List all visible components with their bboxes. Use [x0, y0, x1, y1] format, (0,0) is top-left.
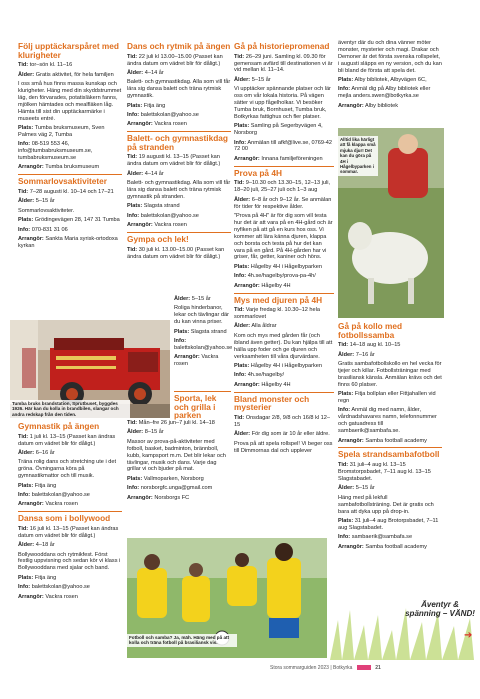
event-info: 08-519 553 46, info@tumbabruksmuseum.se, tumbabruksmuseum.se: [18, 141, 93, 162]
label-organizer: Arrangör:: [18, 593, 44, 600]
label-organizer: Arrangör:: [18, 501, 44, 508]
column-1: [18, 40, 122, 252]
label-age: Ålder:: [338, 485, 355, 492]
label-age: Ålder:: [234, 76, 251, 83]
event-body: Kom och mys med gården får (och ibland även getter). Du kan hjälpa till att hälla upp foder och ge djuren och verksamheten till våra djurvärdare.: [234, 332, 333, 360]
label-age: Ålder:: [127, 429, 144, 436]
divider: [234, 166, 334, 167]
event-body: Roliga hinderbanor, lekar och tävlingar där du kan vinna priser.: [174, 305, 230, 326]
event-age: 5–15 år: [191, 296, 211, 302]
event-info: 4h.se/hagelby/prova-pa-4h/: [247, 273, 316, 280]
section-title: Gympa och lek!: [127, 234, 189, 245]
event-body: Vi upptäcker spännande platser och lär oss om vår lokala historia. På vägen sätter vi upp fågelholkar. Vi besöker Tumba bruk, Bornhuset, Tumba bruk, Botkyrkas fattighus och fler platser.: [234, 86, 331, 120]
label-info: Info:: [18, 141, 31, 148]
section-title: Mys med djuren på 4H: [234, 294, 323, 305]
event-body: Prova på att spela rollspel! Vi beger oss till Dimmornas dal och upplever: [234, 440, 333, 454]
label-info: Info:: [338, 534, 351, 541]
event-age: För dig som är 10 år eller äldre.: [251, 431, 330, 438]
event-organizer: Norsborgs FC: [154, 494, 190, 501]
column-2-narrow: [174, 296, 231, 371]
event-organizer: Vackra rosen: [154, 121, 187, 128]
event-time: 30 juli kl. 13.00–15.00 (Passet kan ändra datum om vädret blir för dåligt.): [127, 246, 225, 260]
event-age: 5–15 år: [35, 198, 55, 205]
fire-truck-photo: [10, 320, 170, 418]
event-organizer: Hågelby 4H: [261, 282, 291, 289]
event-age: 4–14 år: [144, 170, 164, 177]
section-title: Sommarlovsaktiviteter: [18, 176, 108, 187]
event-age: 5–15 år: [355, 485, 375, 492]
event-age: 4–18 år: [35, 542, 55, 549]
label-info: Info:: [127, 485, 140, 492]
event-place: Grödingevägen 28, 147 31 Tumba: [34, 217, 120, 224]
section-title: Dans och rytmik på ängen: [127, 41, 231, 51]
event-time: 14–18 aug kl. 10–15: [349, 342, 401, 349]
label-place: Plats:: [234, 123, 250, 130]
event-time: 19 augusti kl. 13–15 (Passet kan ändra datum om vädret blir för dåligt.): [127, 154, 221, 168]
label-tid: Tid:: [127, 154, 138, 161]
divider: [234, 392, 334, 393]
botkyrka-logo-icon: [357, 665, 371, 670]
label-tid: Tid:: [18, 433, 29, 440]
event-time: 7–28 augusti kl. 10–14 och 17–21: [29, 188, 114, 195]
label-place: Plats:: [18, 482, 34, 489]
event-organizer: Samba football academy: [365, 543, 427, 550]
event-place: Fitja äng: [143, 102, 166, 109]
label-age: Ålder:: [174, 296, 191, 302]
event-body: Träna rolig dans och stretching ute i det gröna. Övningarna köra på gymnastikmattor och till musik.: [18, 459, 117, 480]
label-age: Ålder:: [338, 351, 355, 358]
column-4-lower: [338, 320, 442, 553]
label-tid: Tid:: [234, 307, 245, 314]
label-info: Info:: [338, 86, 351, 93]
event-body: Sommarlovsaktiviteter.: [18, 207, 75, 214]
label-organizer: Arrangör:: [234, 381, 260, 388]
event-organizer: Vackra rosen: [45, 501, 78, 508]
label-organizer: Arrangör:: [338, 437, 364, 444]
label-info: Info:: [127, 212, 140, 219]
label-place: Plats:: [338, 77, 354, 84]
football-photo: [127, 538, 327, 658]
event-time: tor–sön kl. 11–16: [29, 62, 73, 69]
event-time: Mån–fre 26 jun–7 juli kl. 14–18: [138, 420, 215, 426]
event-place: Fitja äng: [34, 482, 57, 489]
event-organizer: Alby bibliotek: [365, 102, 399, 109]
label-age: Ålder:: [127, 69, 144, 76]
event-info: balettskolan@yahoo.se: [140, 111, 199, 118]
label-place: Plats:: [174, 328, 190, 335]
event-age: 8–15 år: [144, 429, 164, 436]
label-info: Info:: [338, 407, 351, 414]
event-place: Vallmoparken, Norsborg: [143, 475, 204, 482]
event-time: 9–10.30 och 13.30–15, 12–13 juli, 18–20 juli, 25–27 juli och 1–3 aug: [234, 180, 331, 194]
label-place: Plats:: [127, 203, 143, 210]
label-organizer: Arrangör:: [18, 236, 44, 242]
event-age: 6–16 år: [35, 449, 55, 456]
label-info: Info:: [234, 273, 247, 280]
event-place: Hågelby 4H i Hågelbyparken: [250, 363, 323, 369]
divider: [174, 391, 231, 392]
label-organizer: Arrangör:: [127, 494, 153, 501]
label-tid: Tid:: [338, 462, 349, 469]
label-tid: Tid:: [338, 342, 349, 349]
page-footer: [270, 665, 381, 671]
label-organizer: Arrangör:: [234, 282, 260, 289]
label-place: Plats:: [127, 102, 143, 109]
event-body: Balett- och gymnastikdag. Alla som vill får lära sig dansa balett och träna rytmisk gymnastik på stranden.: [127, 180, 231, 200]
label-tid: Tid:: [127, 420, 138, 426]
event-info: balettskolan@yahoo.se: [140, 212, 199, 219]
label-age: Ålder:: [234, 196, 251, 203]
label-organizer: Arrangör:: [338, 102, 364, 109]
photo-caption: Tumba bruks brandstation, Sprutbuset, byggdes 1926. Här kan du kolla in brandbilen, slangar och andra redskap från den tiden.: [10, 400, 130, 418]
event-place: Slagsta strand: [143, 203, 180, 210]
section-title: Följ upptäckarspåret med klurigheter: [18, 41, 119, 60]
page-number: 21: [375, 665, 381, 671]
label-place: Plats:: [338, 391, 354, 398]
event-body: Massor av prova-på-aktiviteter med fotboll, basket, badminton, brännboll, kubb, kampsport m.m. Det blir lekar och tävlingar, musik och dans. Varje dag grillar vi och bjuder på mat.: [127, 438, 226, 473]
event-organizer: Tumba bruksmuseum: [45, 164, 100, 171]
event-time: 26–29 juni. Samling kl. 09.30 för gemensam avfärd till destinationen vi är vid mellan kl. 11–14.: [234, 53, 333, 74]
event-age: Alla åldrar: [251, 323, 277, 330]
label-organizer: Arrangör:: [18, 164, 44, 171]
column-2-narrow-title: [174, 388, 231, 423]
label-place: Plats:: [234, 263, 250, 270]
event-body: Gratis sambafotbollskollo en hel vecka för tjejer och killar. Fotbollsträningar med brasiliansk känsla. Anmälan krävs och det finns 60 platser.: [338, 361, 442, 388]
label-info: Info:: [127, 111, 140, 118]
section-title: Dansa som i bollywood: [18, 513, 111, 524]
label-place: Plats:: [18, 574, 34, 581]
section-title: Gå på historiepromenad: [234, 41, 330, 51]
event-place: 31 juli–4 aug Brotorpsbadet, 7–11 aug Slagstabadet.: [338, 517, 439, 531]
event-info: norsborgfc.unga@gmail.com: [140, 485, 213, 492]
event-age: 4–14 år: [144, 69, 164, 76]
section-title: Gymnastik på ängen: [18, 421, 100, 431]
label-organizer: Arrangör:: [234, 155, 260, 162]
event-body: Bollywooddans och rytmikfest. Först festlig uppvisning och sedan kör vi klass i Bollywooddans med sjalar och band.: [18, 551, 121, 572]
label-place: Plats:: [18, 217, 34, 224]
event-age: 7–16 år: [355, 351, 375, 358]
photo-caption: Fotboll och samba? Ja, mäh. Häng med på att kolla och träna fotboll på brasiliansk vis.: [127, 634, 237, 647]
event-info: balettskolan@yahoo.se: [31, 584, 90, 591]
event-age: 6–8 år och 9–12 år. Se anmälan för tider för respektive ålder.: [234, 196, 332, 210]
event-place: Hågelby 4H i Hågelbyparken: [250, 263, 323, 270]
section-title: Bland monster och mysterier: [234, 393, 310, 413]
event-place: Alby bibliotek, Albyvägen 6C,: [354, 77, 427, 84]
event-organizer: Vackra rosen: [45, 593, 78, 600]
label-age: Ålder:: [18, 449, 35, 456]
divider: [18, 511, 122, 512]
label-info: Info:: [234, 139, 247, 146]
event-age: 5–15 år: [251, 76, 271, 83]
event-info: Anmälan till afkf@live.se, 0769-42 72 00: [234, 139, 333, 153]
event-time: 31 juli–4 aug kl. 13–15 Bromstorpsbadet, 7–11 aug kl. 13–15 Slagstabadet.: [338, 462, 431, 482]
section-title: Balett- och gymnastikdag på stranden: [127, 133, 228, 152]
event-body: äventyr där du och dina vänner möter monster, mysterier och magi. Drakar och Demoner är det första svenska rollspelet, i augusti släpps en ny version, och du kan bli bland de första att spela det.: [338, 40, 442, 74]
event-organizer: Hågelby 4H: [261, 381, 291, 388]
label-tid: Tid:: [234, 53, 245, 60]
section-title: Gå på kollo med fotbollssamba: [338, 321, 403, 340]
arrow-right-icon: ➔: [464, 630, 473, 641]
label-tid: Tid:: [234, 180, 245, 187]
label-place: Plats:: [234, 363, 250, 369]
label-tid: Tid:: [18, 188, 29, 195]
event-info: sambaerik@sambafa.se: [351, 534, 413, 541]
event-time: 16 juli kl. 13–15 (Passet kan ändras datum om vädret blir för dåligt.): [18, 525, 119, 539]
label-info: Info:: [18, 491, 31, 498]
event-place: Fitja äng: [34, 574, 57, 581]
event-age: Gratis aktivitet, för hela familjen: [35, 71, 114, 78]
footer-text: Stora sommarguiden 2023 | Botkyrka: [270, 665, 353, 671]
event-organizer: Innana familjeföreningen: [261, 155, 323, 162]
label-age: Ålder:: [18, 71, 35, 78]
label-organizer: Arrangör:: [174, 354, 200, 361]
event-place: Tumba bruksmuseum, Sven Palmes väg 2, Tumba: [18, 124, 105, 138]
label-age: Ålder:: [234, 323, 251, 330]
divider: [127, 131, 231, 132]
divider: [338, 447, 442, 448]
label-age: Ålder:: [234, 431, 251, 438]
event-organizer: Samba football academy: [365, 437, 427, 444]
label-organizer: Arrangör:: [127, 222, 153, 229]
label-age: Ålder:: [18, 198, 35, 205]
event-place: Fitja bollplan eller Fittjahallen vid regn: [338, 391, 436, 405]
divider: [234, 293, 334, 294]
event-organizer: Vackra rosen: [154, 222, 187, 229]
event-place: Samling på Segerbyvägen 4, Norsborg: [234, 123, 323, 137]
event-info: balettskolan@yahoo.se: [31, 491, 90, 498]
goat-photo: [338, 128, 444, 318]
event-time: 1 juli kl. 13–15 (Passet kan ändras datum om vädret blir för dåligt.): [18, 433, 116, 447]
divider: [18, 174, 122, 175]
label-info: Info:: [234, 372, 247, 379]
label-tid: Tid:: [18, 62, 29, 69]
column-1-lower: [18, 420, 122, 603]
event-body: Häng med på lekfull sambafotbollsträning. Det är gratis och bara att dyka upp på drop-in.: [338, 494, 434, 515]
column-3: [234, 40, 334, 457]
photo-caption: Alltid lika härligt att få klappa små mjuka djur! Det kan du göra på 4H i Hågelbyparken i sommar.: [338, 136, 378, 176]
event-info: balettskolan@yahoo.se: [174, 344, 233, 351]
label-tid: Tid:: [18, 525, 29, 532]
event-info: 070-831 31 06: [31, 226, 68, 233]
event-info: Anmäl dig med namn, ålder, vårdnadshavares namn, telefonnummer och gatuadress till sambaerik@sambafa.se.: [338, 407, 437, 435]
label-tid: Tid:: [234, 414, 245, 421]
label-place: Plats:: [18, 124, 34, 131]
event-organizer: Vackra rosen: [174, 354, 219, 368]
event-time: Onsdagar 2/8, 9/8 och 16/8 kl 12–15: [234, 414, 330, 428]
label-organizer: Arrangör:: [338, 543, 364, 550]
divider: [127, 232, 231, 233]
event-body: "Prova på 4H" är för dig som vill testa hur det är att vara på en 4H-gård och är nyfiken på att gå en kurs hos oss. Vi kommer att lära känna djuren, klappa och borsta och testa på hur det kan vara på en gård. På 4H-gården har vi griser, får, getter, kaniner och höns.: [234, 213, 333, 261]
column-2: [127, 40, 231, 263]
label-tid: Tid:: [127, 246, 138, 253]
label-tid: Tid:: [127, 53, 138, 60]
event-time: Varje fredag kl. 10.30–12 hela sommarlovet: [234, 307, 320, 321]
event-time: 22 juli kl 13.00–15.00 (Passet kan ändra datum om vädret blir för dåligt.): [127, 53, 223, 67]
label-place: Plats:: [338, 517, 354, 524]
adventure-teaser: Äventyr & spänning – VÄND!: [405, 600, 475, 618]
label-info: Info:: [18, 584, 31, 591]
label-info: Info:: [174, 338, 187, 345]
section-title: Spela strandsambafotboll: [338, 449, 440, 460]
section-title: Prova på 4H: [234, 167, 282, 178]
label-info: Info:: [18, 226, 31, 233]
column-2-lower: [127, 420, 231, 504]
label-age: Ålder:: [127, 170, 144, 177]
column-4: [338, 40, 442, 112]
label-age: Ålder:: [18, 542, 35, 549]
label-organizer: Arrangör:: [127, 121, 153, 128]
event-body: Balett- och gymnastikdag. Alla som vill får lära sig dansa balett och träna rytmisk gymnastik.: [127, 79, 231, 100]
section-title: Sporta, lek och grilla i parken: [174, 393, 217, 421]
event-place: Slagsta strand: [190, 328, 227, 335]
label-place: Plats:: [127, 475, 143, 482]
event-info: 4h.se/hagelby/: [247, 372, 285, 379]
event-body: I oss små hus finns massa kunskap och klurigheter. Häng med din skyddstrummet läg, den förvarades, potatisläkern fanns, mjölken hämtades och mealfläken låg. Hämta till sist din upptäckarmärke i museets entré.: [18, 81, 122, 122]
event-organizer: Sankta Maria syrisk-ortodoxa kyrkan: [18, 236, 118, 249]
event-info: Anmäl dig på Alby bibliotek eller mejla anders.swen@botkyrka.se: [338, 86, 431, 100]
